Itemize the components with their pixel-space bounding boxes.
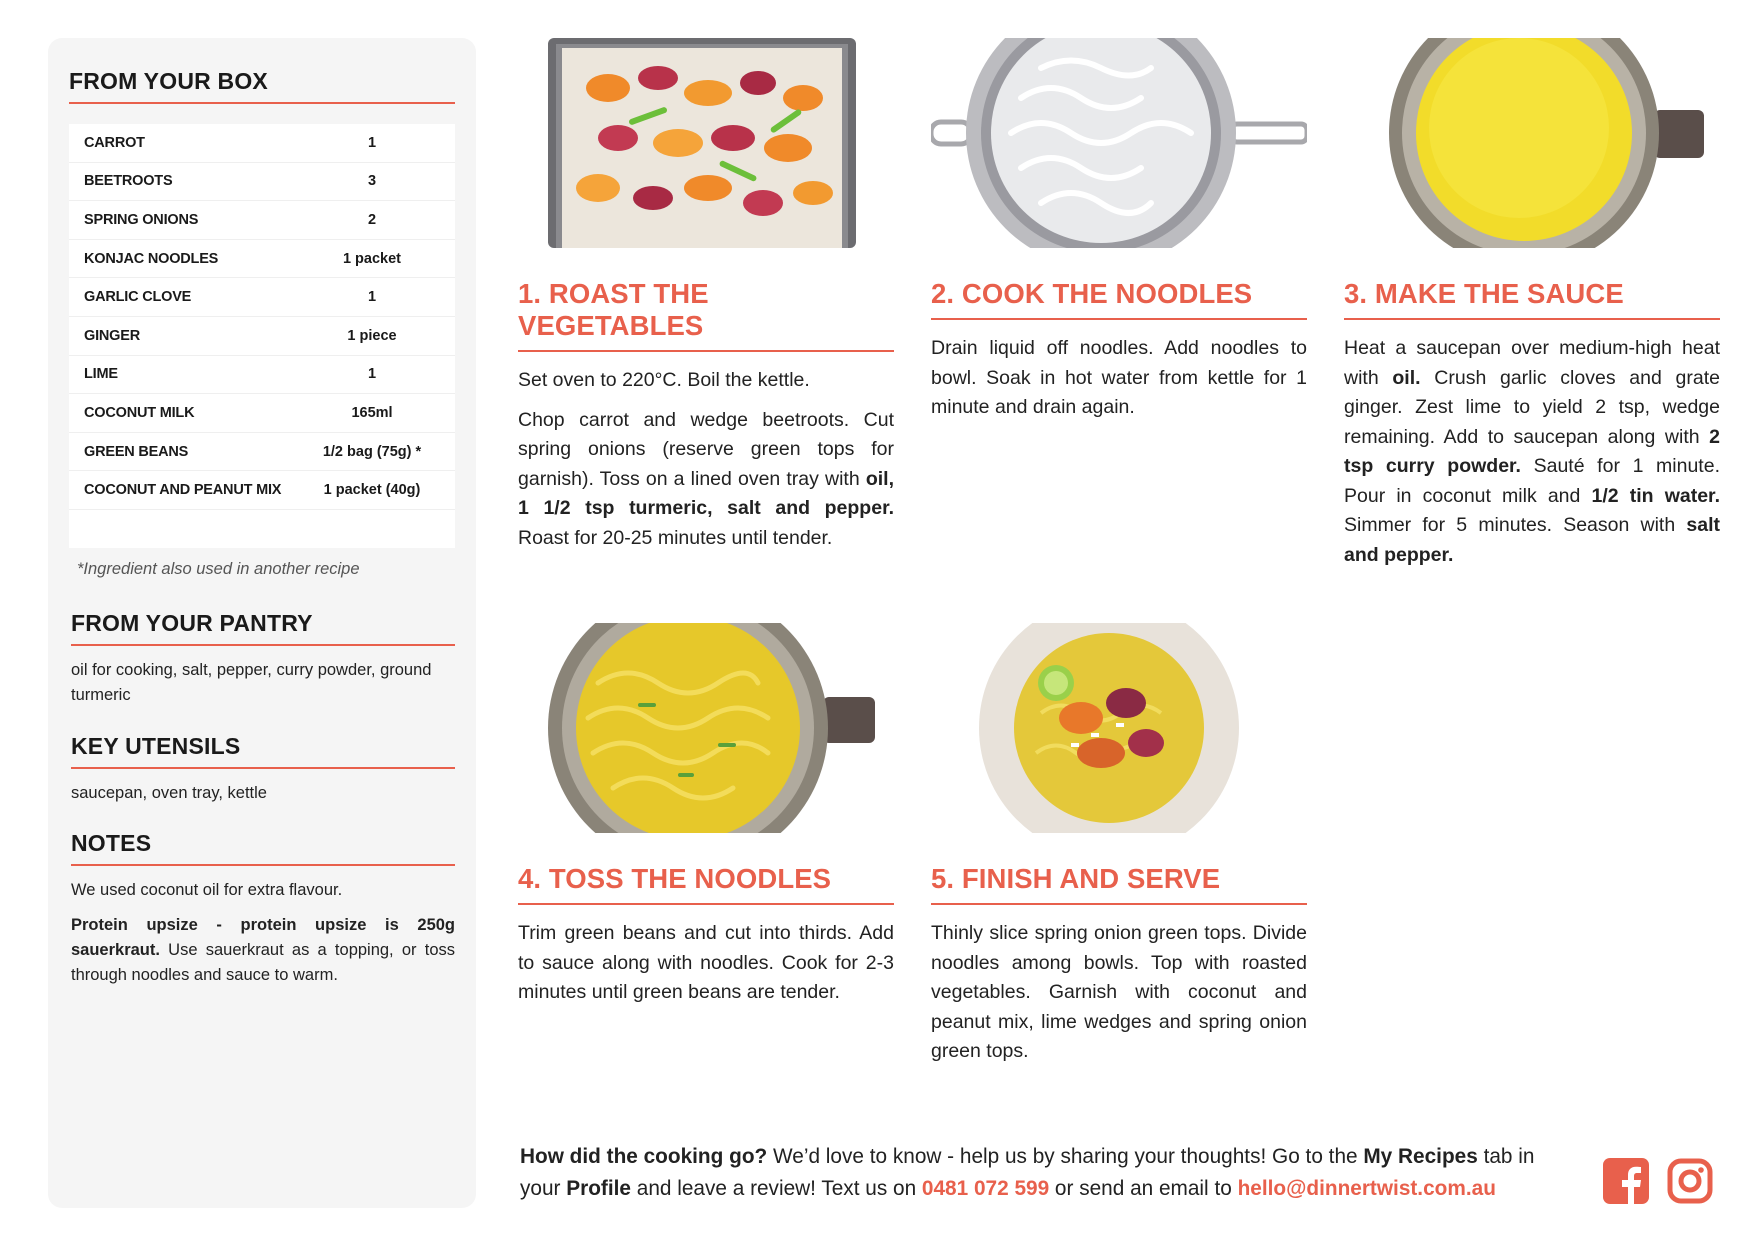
ingredient-name: GINGER bbox=[84, 327, 140, 344]
ingredient-name: BEETROOTS bbox=[84, 173, 173, 190]
step-1-p2c: Roast for 20-25 minutes until tender. bbox=[518, 526, 833, 549]
pantry-text: oil for cooking, salt, pepper, curry powder, ground turmeric bbox=[71, 661, 432, 704]
step-3-p1g: Simmer for 5 minutes. Season with bbox=[1344, 514, 1687, 536]
table-row bbox=[69, 471, 455, 510]
step-5 bbox=[931, 623, 1307, 1077]
step-3-title: 3. MAKE THE SAUCE bbox=[1344, 278, 1720, 320]
utensils-section bbox=[71, 733, 455, 806]
step-4-text bbox=[518, 919, 894, 1008]
notes-title: NOTES bbox=[71, 830, 455, 866]
ingredient-name: CARROT bbox=[84, 134, 145, 151]
step-1-p2a: Chop carrot and wedge beetroots. Cut spring onions (reserve green tops for garnish). Toss on a lined oven tray with bbox=[518, 408, 894, 490]
step-1-p1: Set oven to 220°C. Boil the kettle. bbox=[518, 369, 810, 391]
ingredient-footnote: *Ingredient also used in another recipe bbox=[77, 560, 360, 578]
footer-text-2: tab in your bbox=[520, 1145, 1535, 1200]
table-row bbox=[69, 356, 455, 395]
ingredient-qty: 1 bbox=[367, 289, 377, 306]
step-4-p1: Trim green beans and cut into thirds. Add to sauce along with noodles. Cook for 2-3 minutes until green beans are tender. bbox=[518, 922, 894, 1003]
table-row bbox=[69, 278, 455, 317]
step-3-p1a: Heat a saucepan over medium-high heat with bbox=[1344, 337, 1720, 389]
step-2-p1: Drain liquid off noodles. Add noodles to bowl. Soak in hot water from kettle for 1 minute and drain again. bbox=[931, 337, 1307, 418]
ingredient-qty: 1 packet (40g) bbox=[323, 482, 421, 499]
pantry-section bbox=[71, 610, 455, 708]
from-box-title: FROM YOUR BOX bbox=[69, 68, 455, 104]
step-3-p1c: Crush garlic cloves and grate ginger. Zest lime to yield 2 tsp, wedge remaining. Add to saucepan along with bbox=[1344, 366, 1720, 448]
footer-text-4: or send an email to bbox=[1049, 1176, 1238, 1200]
step-2-title: 2. COOK THE NOODLES bbox=[931, 278, 1307, 320]
utensils-title: KEY UTENSILS bbox=[71, 733, 455, 769]
table-row bbox=[69, 201, 455, 240]
step-3 bbox=[1344, 38, 1720, 580]
step-1-title: 1. ROAST THE VEGETABLES bbox=[518, 278, 894, 352]
ingredient-name: SPRING ONIONS bbox=[84, 211, 199, 228]
ingredient-qty: 1/2 bag (75g) * bbox=[322, 443, 422, 460]
ingredient-name: COCONUT AND PEANUT MIX bbox=[84, 482, 282, 499]
step-3-p1h: salt and pepper. bbox=[1344, 514, 1720, 566]
step-2-text bbox=[931, 334, 1307, 423]
table-row bbox=[69, 433, 455, 472]
step-1-p2 bbox=[518, 406, 894, 554]
footer-text-1: We’d love to know - help us by sharing your thoughts! Go to the bbox=[767, 1145, 1364, 1168]
ingredient-qty: 1 bbox=[367, 134, 377, 151]
table-row bbox=[69, 240, 455, 279]
step-5-text bbox=[931, 919, 1307, 1067]
notes-section bbox=[71, 830, 455, 988]
step-5-title: 5. FINISH AND SERVE bbox=[931, 863, 1307, 905]
roast-tray-photo-icon bbox=[518, 38, 894, 248]
ingredient-qty: 2 bbox=[367, 211, 377, 228]
ingredient-name: KONJAC NOODLES bbox=[84, 250, 219, 267]
footer-question: How did the cooking go? bbox=[520, 1145, 768, 1168]
step-4 bbox=[518, 623, 894, 1018]
step-1 bbox=[518, 38, 894, 563]
upsize-bold: Protein upsize - protein upsize is 250g sauerkraut. bbox=[71, 916, 455, 959]
noodle-pan-photo-icon bbox=[518, 623, 894, 833]
ingredients-sidebar bbox=[48, 38, 476, 1208]
profile-text: Profile bbox=[566, 1176, 631, 1200]
step-2 bbox=[931, 38, 1307, 433]
table-row bbox=[69, 163, 455, 202]
ingredients-table bbox=[69, 124, 455, 548]
feedback-footer bbox=[520, 1141, 1580, 1204]
email-link[interactable]: hello@dinnertwist.com.au bbox=[1237, 1176, 1496, 1200]
ingredient-qty: 165ml bbox=[351, 404, 393, 421]
table-row bbox=[69, 317, 455, 356]
step-1-text bbox=[518, 366, 894, 553]
phone-link[interactable]: 0481 072 599 bbox=[921, 1176, 1050, 1200]
utensils-text: saucepan, oven tray, kettle bbox=[71, 784, 267, 802]
served-bowl-photo-icon bbox=[931, 623, 1307, 833]
ingredient-qty: 1 bbox=[367, 366, 377, 383]
upsize-rest: Use sauerkraut as a topping, or toss through noodles and sauce to warm. bbox=[71, 941, 455, 984]
footer-text-3: and leave a review! Text us on bbox=[630, 1176, 922, 1200]
ingredient-qty: 1 packet bbox=[342, 250, 402, 267]
step-3-p1f: 1/2 tin water. bbox=[1591, 484, 1720, 507]
ingredient-name: GARLIC CLOVE bbox=[84, 289, 192, 306]
notes-text: We used coconut oil for extra flavour. bbox=[71, 881, 343, 899]
step-3-p1b: oil. bbox=[1392, 366, 1421, 389]
step-3-text bbox=[1344, 334, 1720, 570]
noodle-colander-photo-icon bbox=[931, 38, 1307, 248]
ingredient-name: GREEN BEANS bbox=[84, 443, 189, 460]
sauce-pan-photo-icon bbox=[1344, 38, 1720, 248]
instagram-icon[interactable] bbox=[1667, 1158, 1713, 1204]
ingredient-name: COCONUT MILK bbox=[84, 404, 195, 421]
step-3-p1d: 2 tsp curry powder. bbox=[1344, 425, 1720, 477]
ingredient-qty: 3 bbox=[367, 173, 377, 190]
step-1-p2b: oil, 1 1/2 tsp turmeric, salt and pepper. bbox=[518, 467, 894, 519]
protein-upsize-note bbox=[71, 913, 455, 988]
table-row bbox=[69, 124, 455, 163]
facebook-icon[interactable] bbox=[1603, 1158, 1649, 1204]
pantry-title: FROM YOUR PANTRY bbox=[71, 610, 455, 646]
my-recipes-text: My Recipes bbox=[1363, 1145, 1478, 1168]
step-5-p1: Thinly slice spring onion green tops. Divide noodles among bowls. Top with roasted vegetables. Garnish with coconut and peanut mix, lime wedges and spring onion green tops. bbox=[931, 922, 1307, 1062]
step-4-title: 4. TOSS THE NOODLES bbox=[518, 863, 894, 905]
ingredient-name: LIME bbox=[84, 366, 118, 383]
step-3-p1 bbox=[1344, 334, 1720, 570]
ingredient-qty: 1 piece bbox=[347, 327, 397, 344]
step-3-p1e: Sauté for 1 minute. Pour in coconut milk and bbox=[1344, 455, 1720, 507]
table-row bbox=[69, 394, 455, 433]
